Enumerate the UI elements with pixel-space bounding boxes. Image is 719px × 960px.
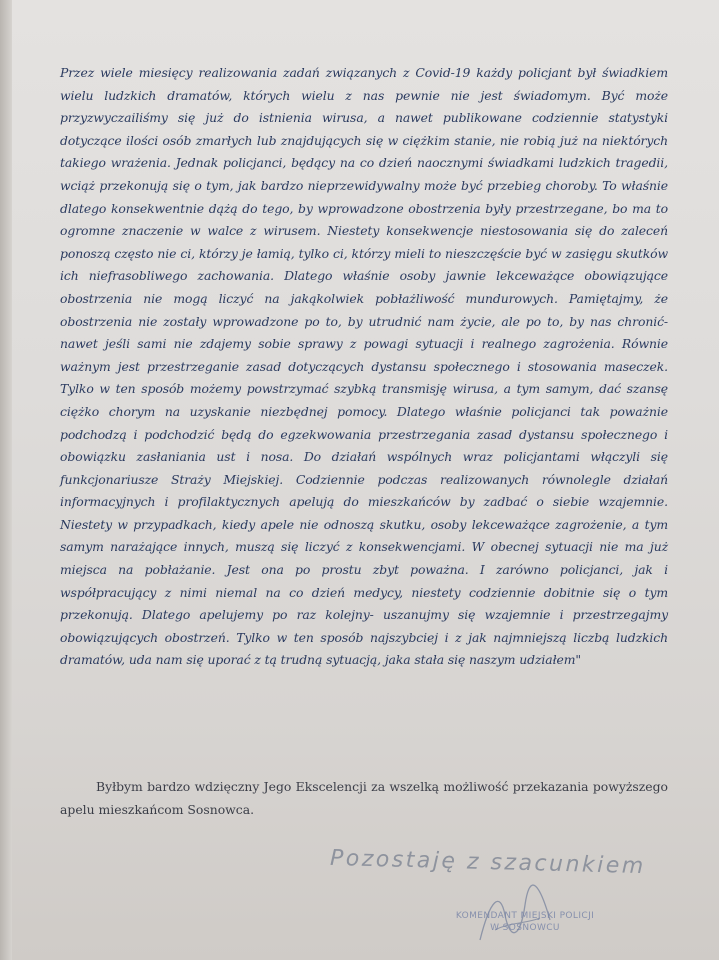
page-edge-shadow [0, 0, 12, 960]
stamp-line-title: KOMENDANT MIEJSKI POLICJI [455, 911, 595, 921]
official-stamp [420, 910, 630, 934]
stamp-line-city: W SOSNOWCU [490, 923, 560, 933]
quoted-appeal-text: Przez wiele miesięcy realizowania zadań związanych z Covid-19 każdy policjant był świadkiem wielu ludzkich dramatów, których wielu z nas pewnie nie jest świadomym. Być może przyzwyczailiśmy się już do istnienia wirusa, a nawet publikowane codziennie statystyki dotyczące ilości osób zmarłych lub znajdujących się w ciężkim stanie, nie robią już na niektórych takiego wrażenia. Jednak policjanci, będący na co dzień naocznymi świadkami ludzkich tragedii, wciąż przekonują się o tym, jak bardzo nieprzewidywalny może być przebieg choroby. To właśnie dlatego konsekwentnie dążą do tego, by wprowadzone obostrzenia były przestrzegane, bo ma to ogromne znaczenie w walce z wirusem. Niestety konsekwencje niestosowania się do zaleceń ponoszą często nie ci, którzy je łamią, tylko ci, którzy mieli to nieszczęście być w zasięgu skutków ich niefrasobliwego zachowania. Dlatego właśnie osoby jawnie lekceważące obowiązujące obostrzenia nie mogą liczyć na jakąkolwiek pobłażliwość mundurowych. Pamiętajmy, że obostrzenia nie zostały wprowadzone po to, by utrudnić nam życie, ale po to, by nas chronić- nawet jeśli sami nie zdajemy sobie sprawy z powagi sytuacji i realnego zagrożenia. Równie ważnym jest przestrzeganie zasad dotyczących dystansu społecznego i stosowania maseczek. Tylko w ten sposób możemy powstrzymać szybką transmisję wirusa, a tym samym, dać szansę ciężko chorym na uzyskanie niezbędnej pomocy. Dlatego właśnie policjanci tak poważnie podchodzą i podchodzić będą do egzekwowania przestrzegania zasad dystansu społecznego i obowiązku zasłaniania ust i nosa. Do działań wspólnych wraz policjantami włączyli się funkcjonariusze Straży Miejskiej. Codziennie podczas realizowanych równolegle działań informacyjnych i profilaktycznych apelują do mieszkańców by zadbać o siebie wzajemnie. Niestety w przypadkach, kiedy apele nie odnoszą skutku, osoby lekceważące zagrożenie, a tym samym narażające innych, muszą się liczyć z konsekwencjami. W obecnej sytuacji nie ma już miejsca na pobłażanie. Jest ona po prostu zbyt poważna. I zarówno policjanci, jak i współpracujący z nimi niemal na co dzień medycy, niestety codziennie dobitnie się o tym przekonują. Dlatego apelujemy po raz kolejny- uszanujmy się wzajemnie i przestrzegajmy obowiązujących obostrzeń. Tylko w ten sposób najszybciej i z jak najmniejszą liczbą ludzkich dramatów, uda nam się uporać z tą trudną sytuacją, jaka stała się naszym udziałem" [60, 65, 668, 668]
handwritten-closing: Pozostaję z szacunkiem [329, 845, 647, 880]
request-paragraph: Byłbym bardzo wdzięczny Jego Ekscelencji za wszelką możliwość przekazania powyższego apelu mieszkańcom Sosnowca. [60, 779, 668, 817]
